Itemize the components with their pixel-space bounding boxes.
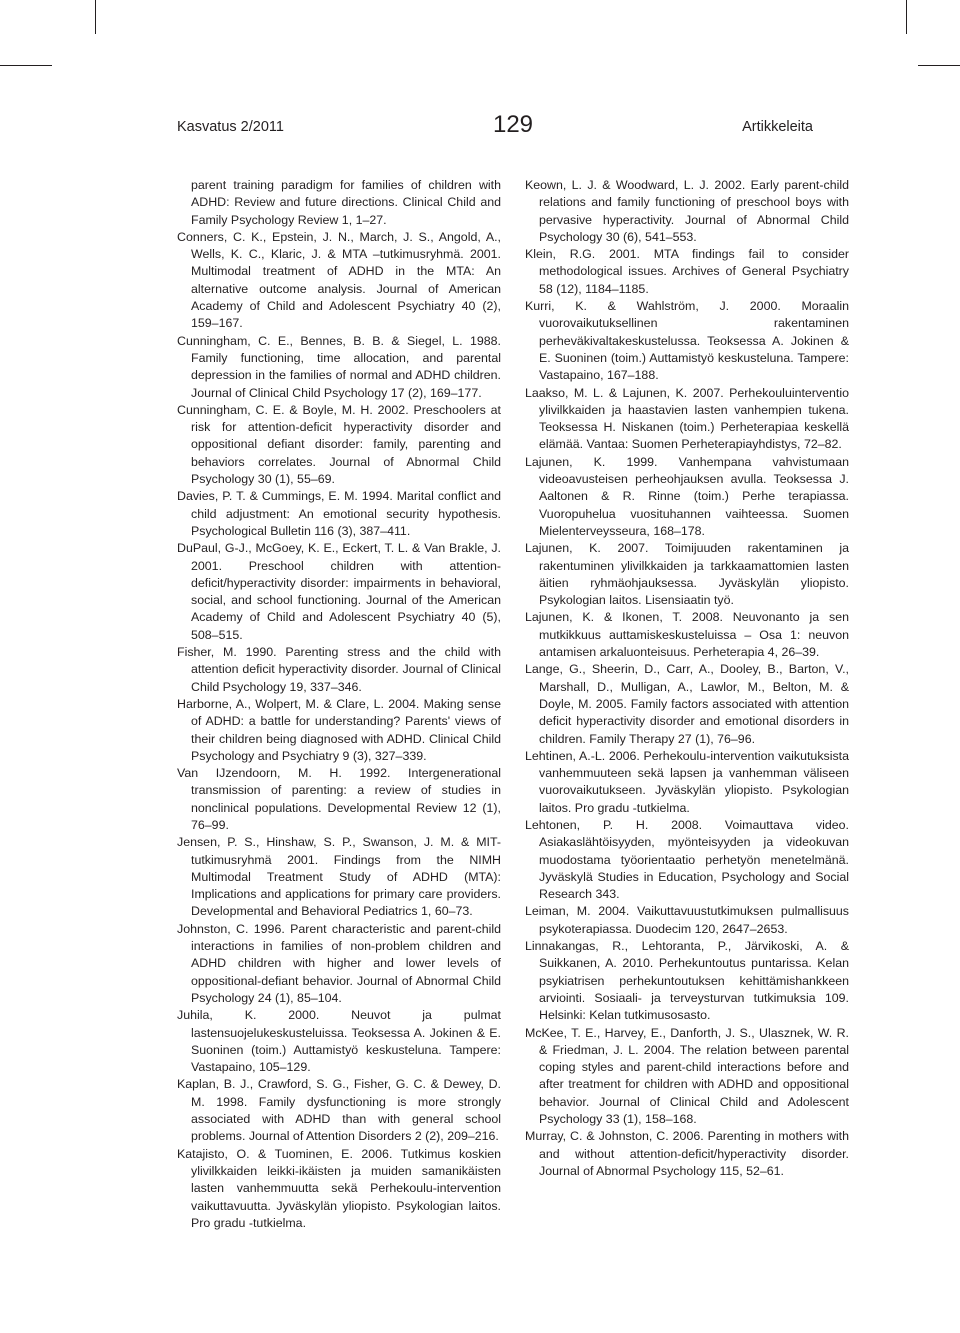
crop-mark-top-right-vertical [906,0,907,34]
reference-entry: Lehtinen, A.-L. 2006. Perhekoulu-intervention vaikutuksista vanhemmuuteen sekä lapsen ja vanhemman väliseen vuorovaikutukseen. Jyväskylän yliopisto. Psykologian laitos. Pro gradu -tutkielma. [525,748,849,815]
reference-entry: Lajunen, K. & Ikonen, T. 2008. Neuvonanto ja sen mutkikkuus auttamiskeskusteluissa – Osa 1: neuvon antamisen arkaluonteisuus. Perheterapia 4, 26–39. [525,610,849,660]
reference-entry: Cunningham, C. E., Bennes, B. B. & Siegel, L. 1988. Family functioning, time allocation, and parental depression in the families of normal and ADHD children. Journal of Clinical Child Psychology 17 (2), 169–177. [177,333,501,400]
reference-entry: Klein, R.G. 2001. MTA findings fail to consider methodological issues. Archives of General Psychiatry 58 (12), 1184–1185. [525,247,849,296]
page-number: 129 [492,111,534,138]
reference-entry: DuPaul, G-J., McGoey, K. E., Eckert, T. L. & Van Brakle, J. 2001. Preschool children with attention-deficit/hyperactivity disorder: impairments in behavioral, social, and school functioning. Journal of the American Academy of Child and Adolescent Psychiatry 40 (5), 508–515. [177,541,501,642]
reference-entry: Linnakangas, R., Lehtoranta, P., Järvikoski, A. & Suikkanen, A. 2010. Perhekuntoutus puntarissa. Kelan psykiatrisen perhekuntoutuksen kehittämishankkeen arviointi. Sosiaali- ja terveysturvan tutkimuksia 109. Helsinki: Kelan tutkimusosasto. [525,939,849,1023]
page-number-container [0,108,960,142]
reference-entry: Kaplan, B. J., Crawford, S. G., Fisher, G. C. & Dewey, D. M. 1998. Family dysfunctioning is more strongly associated with ADHD than with general school problems. Journal of Attention Disorders 2 (2), 209–216. [177,1077,501,1144]
reference-entry: Jensen, P. S., Hinshaw, S. P., Swanson, J. M. & MIT-tutkimusryhmä 2001. Findings from the NIMH Multimodal Treatment Study of ADHD (MTA): Implications and applications for primary care providers. Developmental and Behavioral Pediatrics 1, 60–73. [177,835,501,919]
reference-entry: Lehtonen, P. H. 2008. Voimauttava video. Asiakaslähtöisyyden, myönteisyyden ja videokuvan muodostama työorientaatio perhetyön menetelmänä. Jyväskylä Studies in Education, Psychology and Social Research 343. [525,817,849,902]
section-name: Artikkeleita [742,119,813,135]
references-left-column [177,177,501,1232]
reference-entry: Laakso, M. L. & Lajunen, K. 2007. Perhekouluinterventio ylivilkkaiden ja haastavien lasten vanhempien tukena. Teoksessa H. Niskanen (toim.) Perheterapiaa keskellä elämää. Vantaa: Suomen Perheterapiayhdistys, 72–82. [525,385,849,452]
reference-entry: Davies, P. T. & Cummings, E. M. 1994. Marital conflict and child adjustment: An emotional security hypothesis. Psychological Bulletin 116 (3), 387–411. [177,489,501,538]
reference-entry: Juhila, K. 2000. Neuvot ja pulmat lastensuojelukeskusteluissa. Teoksessa A. Jokinen & E. Suoninen (toim.) Auttamistyö keskusteluna. Tampere: Vastapaino, 105–129. [177,1008,501,1075]
reference-entry: Conners, C. K., Epstein, J. N., March, J. S., Angold, A., Wells, K. C., Klaric, J. & MTA –tutkimusryhmä. 2001. Multimodal treatment of ADHD in the MTA: An alternative outcome analysis. Journal of American Academy of Child and Adolescent Psychiatry 40 (2), 159–167. [177,229,501,331]
reference-entry: Lajunen, K. 2007. Toimijuuden rakentaminen ja rakentuminen ylivilkkaiden ja tarkkaamattomien lasten äitien ryhmäohjauksessa. Jyväskylän yliopisto. Psykologian laitos. Lisensiaatin työ. [525,541,849,608]
references-right-column [525,177,849,1180]
crop-mark-top-left-vertical [95,0,96,34]
reference-entry: Lange, G., Sheerin, D., Carr, A., Dooley, B., Barton, V., Marshall, D., Mulligan, A., Lawlor, M., Belton, M. & Doyle, M. 2005. Family factors associated with attention deficit hyperactivity disorder and emotional disorders in children. Family Therapy 27 (1), 76–96. [525,662,849,746]
reference-entry: Lajunen, K. 1999. Vanhempana vahvistumaan videoavusteisen perheohjauksen avulla. Teoksessa J. Aaltonen & R. Rinne (toim.) Perhe terapiassa. Vuoropuhelua vuosituhannen vaihteessa. Suomen Mielenterveysseura, 168–178. [525,454,849,538]
reference-entry: Johnston, C. 1996. Parent characteristic and parent-child interactions in families of non-problem children and ADHD children with higher and lower levels of oppositional-defiant behavior. Journal of Abnormal Child Psychology 24 (1), 85–104. [177,921,501,1005]
crop-mark-top-right-horizontal [918,65,960,66]
crop-mark-top-left-horizontal [0,65,52,66]
reference-entry: Murray, C. & Johnston, C. 2006. Parenting in mothers with and without attention-deficit/hyperactivity disorder. Journal of Abnormal Psychology 115, 52–61. [525,1129,849,1178]
reference-entry: Cunningham, C. E. & Boyle, M. H. 2002. Preschoolers at risk for attention-deficit hyperactivity disorder and oppositional defiant disorder: family, parenting and behaviors correlates. Journal of Abnormal Child Psychology 30 (1), 55–69. [177,402,501,487]
journal-issue: Kasvatus 2/2011 [177,119,284,135]
reference-entry: Keown, L. J. & Woodward, L. J. 2002. Early parent-child relations and family functioning of preschool boys with pervasive hyperactivity. Journal of Abnormal Child Psychology 30 (6), 541–553. [525,178,849,244]
reference-entry: Katajisto, O. & Tuominen, E. 2006. Tutkimus koskien ylivilkkaiden leikki-ikäisten ja muiden samanikäisten lasten vanhemmuutta sekä Perhekoulu-intervention vaikuttavuutta. Jyväskylän yliopisto. Psykologian laitos. Pro gradu -tutkielma. [177,1146,501,1230]
reference-entry: Harborne, A., Wolpert, M. & Clare, L. 2004. Making sense of ADHD: a battle for understanding? Parents' views of their children being diagnosed with ADHD. Clinical Child Psychology and Psychiatry 9 (3), 327–339. [177,696,501,763]
reference-entry: Van IJzendoorn, M. H. 1992. Intergenerational transmission of parenting: a review of studies in nonclinical populations. Developmental Review 12 (1), 76–99. [177,766,501,832]
reference-entry: McKee, T. E., Harvey, E., Danforth, J. S., Ulasznek, W. R. & Friedman, J. L. 2004. The relation between parental coping styles and parent-child interactions before and after treatment for children with ADHD and oppositional behavior. Journal of Clinical Child and Adolescent Psychology 33 (1), 158–168. [525,1025,849,1127]
reference-entry: Kurri, K. & Wahlström, J. 2000. Moraalin vuorovaikutuksellinen rakentaminen perheväkivaltakeskustelussa. Teoksessa A. Jokinen & E. Suoninen (toim.) Auttamistyö keskusteluna. Tampere: Vastapaino, 167–188. [525,299,849,383]
reference-entry: Fisher, M. 1990. Parenting stress and the child with attention deficit hyperactivity disorder. Journal of Clinical Child Psychology 19, 337–346. [177,645,501,694]
reference-entry: Leiman, M. 2004. Vaikuttavuustutkimuksen pulmallisuus psykoterapiassa. Duodecim 120, 2647–2653. [525,904,849,936]
reference-entry: parent training paradigm for families of children with ADHD: Review and future directions. Clinical Child and Family Psychology Review 1, 1–27. [191,178,501,227]
